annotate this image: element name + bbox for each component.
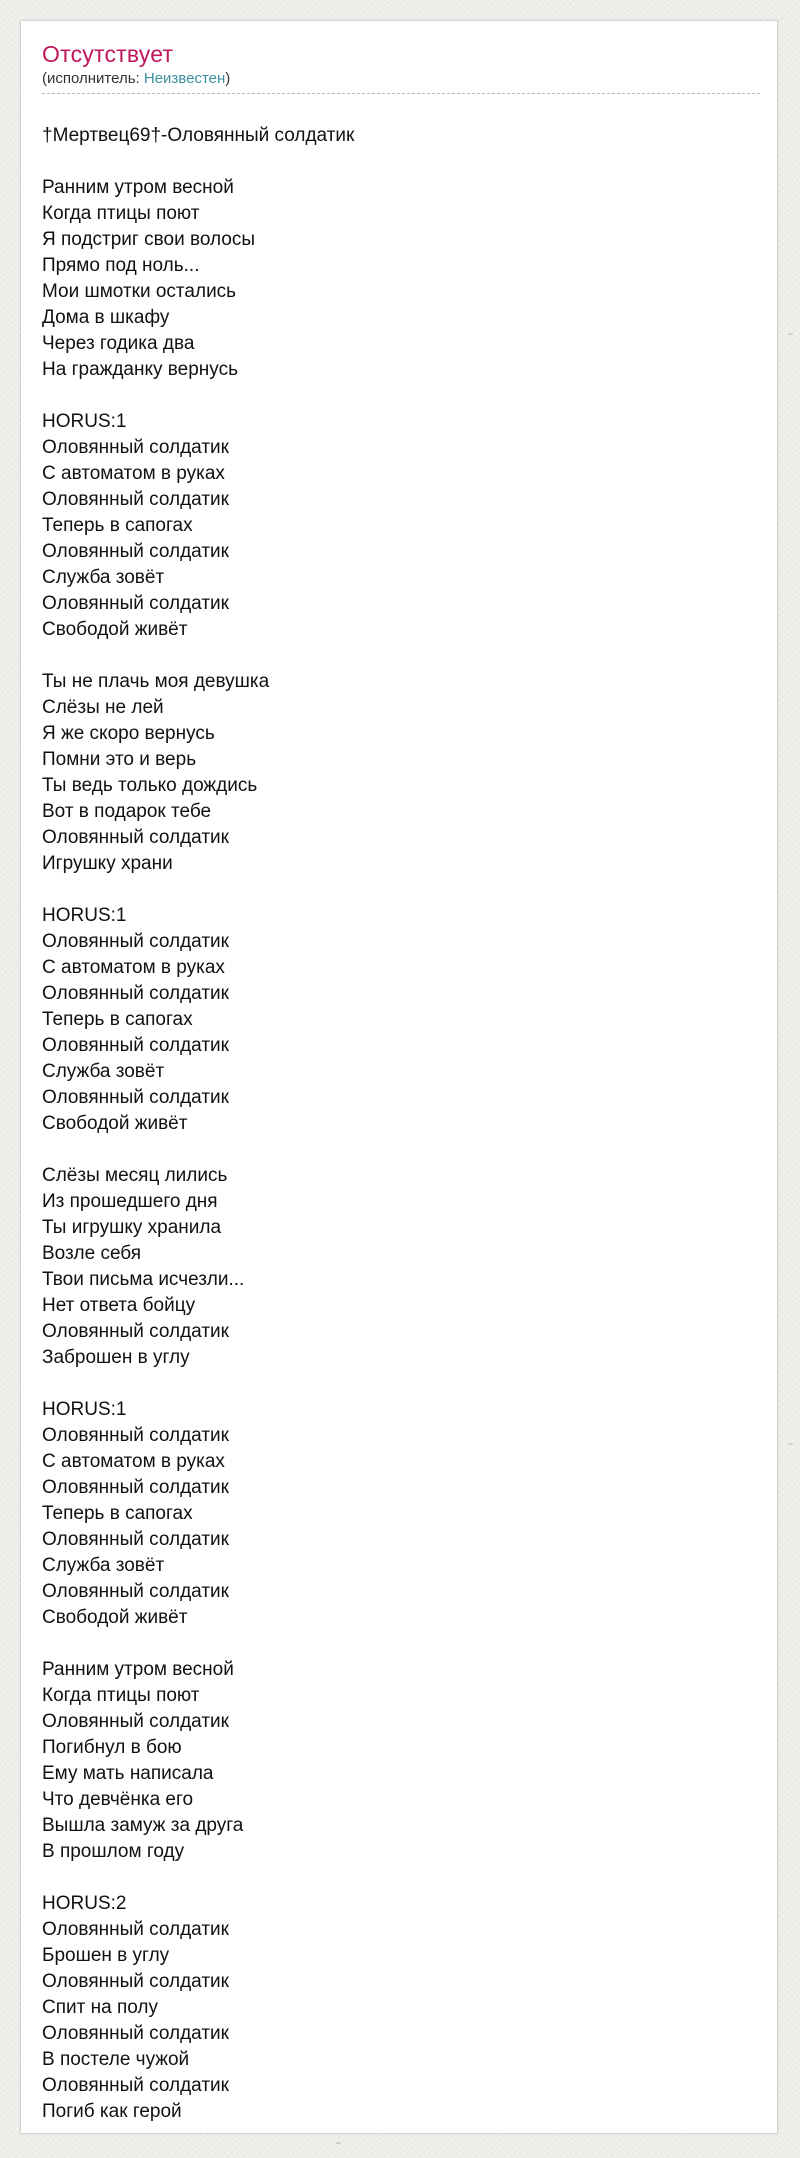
song-title: Отсутствует xyxy=(42,41,174,67)
lyric-line: Что девчёнка его xyxy=(42,1789,194,1810)
lyrics-card xyxy=(20,20,778,2134)
lyric-line: Дома в шкафу xyxy=(42,307,170,328)
lyric-line: HORUS:1 xyxy=(42,411,127,432)
lyric-line: Свободой живёт xyxy=(42,1113,188,1134)
lyric-line: Игрушку храни xyxy=(42,853,173,874)
lyric-line: Оловянный солдатик xyxy=(42,1711,229,1732)
lyric-line: Теперь в сапогах xyxy=(42,1503,193,1524)
lyric-line: †Мертвец69†-Оловянный солдатик xyxy=(42,125,355,146)
lyric-line: В постеле чужой xyxy=(42,2049,190,2070)
lyric-line: Нет ответа бойцу xyxy=(42,1295,196,1316)
stanza-break xyxy=(42,149,760,175)
artist-line xyxy=(42,70,760,88)
lyric-line: Спит на полу xyxy=(42,1997,158,2018)
lyric-line: Оловянный солдатик xyxy=(42,2075,229,2096)
lyric-line: Помни это и верь xyxy=(42,749,197,770)
lyric-line: Заброшен в углу xyxy=(42,1347,190,1368)
lyric-line: Теперь в сапогах xyxy=(42,515,193,536)
lyric-line: Служба зовёт xyxy=(42,1555,165,1576)
lyric-line: Ранним утром весной xyxy=(42,1659,234,1680)
lyric-line: Вышла замуж за друга xyxy=(42,1815,244,1836)
lyric-line: Мои шмотки остались xyxy=(42,281,237,302)
lyric-line: С автоматом в руках xyxy=(42,1451,225,1472)
lyric-line: Погибнул в бою xyxy=(42,1737,182,1758)
lyric-line: Оловянный солдатик xyxy=(42,1321,229,1342)
stanza-break xyxy=(42,643,760,669)
lyric-line: Ты игрушку хранила xyxy=(42,1217,222,1238)
stanza-break xyxy=(42,1865,760,1891)
artist-suffix: ) xyxy=(225,70,231,87)
lyric-line: Из прошедшего дня xyxy=(42,1191,218,1212)
stanza-break xyxy=(42,383,760,409)
lyric-line: Когда птицы поют xyxy=(42,1685,200,1706)
decorative-mark xyxy=(788,1443,793,1445)
lyric-line: Возле себя xyxy=(42,1243,142,1264)
lyric-line: HORUS:1 xyxy=(42,1399,127,1420)
lyric-line: Оловянный солдатик xyxy=(42,827,229,848)
lyric-line: Когда птицы поют xyxy=(42,203,200,224)
lyric-line: Ты ведь только дождись xyxy=(42,775,258,796)
lyric-line: Ранним утром весной xyxy=(42,177,234,198)
lyric-line: Оловянный солдатик xyxy=(42,1529,229,1550)
lyric-line: Свободой живёт xyxy=(42,1607,188,1628)
lyric-line: HORUS:1 xyxy=(42,905,127,926)
lyric-line: Вот в подарок тебе xyxy=(42,801,212,822)
stanza-break xyxy=(42,1137,760,1163)
stanza-break xyxy=(42,877,760,903)
lyric-line: Служба зовёт xyxy=(42,567,165,588)
lyric-line: Оловянный солдатик xyxy=(42,983,229,1004)
lyric-line: В прошлом году xyxy=(42,1841,185,1862)
lyric-line: Оловянный солдатик xyxy=(42,1425,229,1446)
lyric-line: Теперь в сапогах xyxy=(42,1009,193,1030)
lyric-line: Слёзы не лей xyxy=(42,697,164,718)
lyric-line: Оловянный солдатик xyxy=(42,541,229,562)
lyric-line: Оловянный солдатик xyxy=(42,1035,229,1056)
lyric-line: Ему мать написала xyxy=(42,1763,214,1784)
lyric-line: Оловянный солдатик xyxy=(42,437,229,458)
lyric-line: На гражданку вернусь xyxy=(42,359,238,380)
artist-prefix: (исполнитель: xyxy=(42,70,144,87)
lyric-line: Оловянный солдатик xyxy=(42,1971,229,1992)
lyrics-text xyxy=(42,123,760,2125)
lyric-line: Ты не плачь моя девушка xyxy=(42,671,270,692)
lyric-line: Прямо под ноль... xyxy=(42,255,200,276)
decorative-mark xyxy=(336,2142,341,2144)
lyric-line: Оловянный солдатик xyxy=(42,1581,229,1602)
lyric-line: Оловянный солдатик xyxy=(42,489,229,510)
lyric-line: Служба зовёт xyxy=(42,1061,165,1082)
decorative-mark xyxy=(788,333,793,335)
lyric-line: Я подстриг свои волосы xyxy=(42,229,256,250)
song-header xyxy=(42,41,760,94)
lyric-line: HORUS:2 xyxy=(42,1893,127,1914)
lyric-line: Слёзы месяц лились xyxy=(42,1165,228,1186)
lyric-line: С автоматом в руках xyxy=(42,957,225,978)
stanza-break xyxy=(42,1371,760,1397)
lyric-line: Оловянный солдатик xyxy=(42,593,229,614)
lyric-line: Оловянный солдатик xyxy=(42,1087,229,1108)
lyric-line: Оловянный солдатик xyxy=(42,1919,229,1940)
artist-link[interactable]: Неизвестен xyxy=(143,70,226,87)
lyric-line: Брошен в углу xyxy=(42,1945,170,1966)
lyric-line: Погиб как герой xyxy=(42,2101,182,2122)
lyric-line: Через годика два xyxy=(42,333,195,354)
lyric-line: Твои письма исчезли... xyxy=(42,1269,245,1290)
lyric-line: Я же скоро вернусь xyxy=(42,723,215,744)
lyric-line: Свободой живёт xyxy=(42,619,188,640)
lyric-line: Оловянный солдатик xyxy=(42,2023,229,2044)
stanza-break xyxy=(42,1631,760,1657)
lyric-line: Оловянный солдатик xyxy=(42,931,229,952)
lyric-line: Оловянный солдатик xyxy=(42,1477,229,1498)
lyric-line: С автоматом в руках xyxy=(42,463,225,484)
